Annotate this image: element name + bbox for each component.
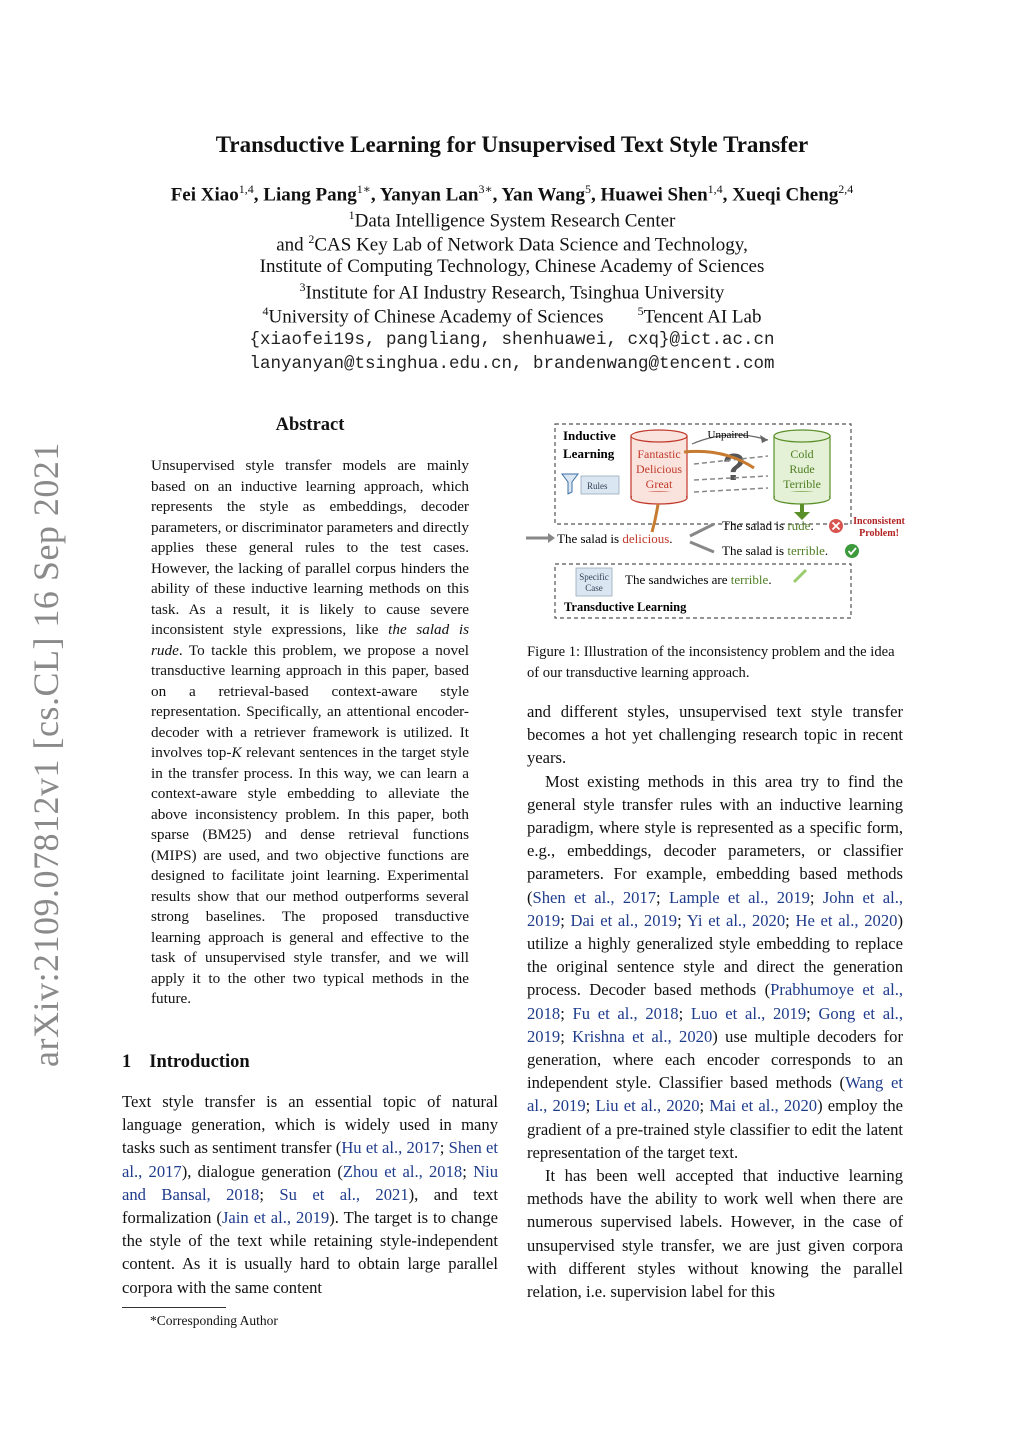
specific-label: Specific <box>579 572 609 582</box>
intro-text: ; <box>439 1138 449 1158</box>
author-sup: 1∗ <box>356 182 371 196</box>
abstract-text: relevant sentences in the target style in the transfer process. In this way, we can learn a context-aware style embedding to alleviate the above inconsistency problem. In this paper, both sparse (BM25) and dense retrieval functions (MIPS) are used, and two objective functions are designed to facilitate joint learning. Experimental results show that our method outperforms several strong baselines. The proposed transductive learning approach is general and effective to the task of unsupervised style transfer, and we will apply it to the other two typical methods in the future. <box>151 744 469 1007</box>
abstract-text: . To tackle this problem, we propose a novel transductive learning approach in this paper, based on a retrieval-based context-aware style representation. Specifically, an attentional encoder-decoder with a retriever framework is utilized. It involves top- <box>151 641 469 761</box>
inductive-label: Inductive <box>563 428 616 443</box>
citation-link[interactable]: Luo et al., 2019 <box>690 1003 807 1023</box>
negative-word: Cold <box>790 447 814 461</box>
aff-sup: 2 <box>308 232 315 246</box>
right-column <box>527 700 903 1303</box>
intro-text: ). The target is to change the style of the text while retaining style-independent content. As it is usually hard to obtain large parallel corpora with the same content <box>122 1208 498 1297</box>
section-heading <box>122 1052 250 1073</box>
author-sup: 1,4 <box>707 182 723 196</box>
aff-text: University of Chinese Academy of Sciences <box>268 306 604 328</box>
email-line: {xiaofei19s, pangliang, shenhuawei, cxq}@ict.ac.cn <box>249 330 775 350</box>
intro-text: ; <box>259 1184 280 1204</box>
paper-title: Transductive Learning for Unsupervised Text Style Transfer <box>215 132 809 157</box>
citation-link[interactable]: Shen et al., 2017 <box>122 1138 499 1181</box>
author-name: Huawei Shen <box>600 184 708 206</box>
output-sentence: The salad is terrible. <box>722 543 829 558</box>
positive-word: Fantastic <box>637 447 681 461</box>
affiliation-line <box>0 232 1024 256</box>
abstract-heading: Abstract <box>275 415 345 435</box>
section-number: 1 <box>122 1052 132 1072</box>
citation-link[interactable]: Gong et al., 2019 <box>527 1003 903 1046</box>
citation-link[interactable]: Yi et al., 2020 <box>686 910 786 930</box>
intro-text: ), and text formalization ( <box>122 1184 498 1228</box>
footnote: *Corresponding Author <box>150 1313 278 1328</box>
aff-sup: 5 <box>637 304 644 318</box>
citation-link[interactable]: Dai et al., 2019 <box>570 910 678 930</box>
output-sentence: The salad is rude. <box>722 518 814 533</box>
case-sentence: The sandwiches are terrible. <box>625 572 772 587</box>
paragraph: Most existing methods in this area try to find the general style transfer rules with an inductive learning paradigm, where style is represented as a specific form, e.g., embeddings, decoder parameters, or classifier parameters. For example, embedding based methods (Shen et al., 2017; Lample et al., 2019; John et al., 2019; Dai et al., 2019; Yi et al., 2020; He et al., 2020) utilize a highly generalized style embedding to replace the original sentence style and direct the generation process. Decoder based methods (Prabhumoye et al., 2018; Fu et al., 2018; Luo et al., 2019; Gong et al., 2019; Krishna et al., 2020) use multiple decoders for generation, where each encoder corresponds to an independent style. Classifier based methods (Wang et al., 2019; Liu et al., 2020; Mai et al., 2020) employ the gradient of a pre-trained style classifier to edit the latent representation of the target text. <box>527 771 904 1162</box>
intro-text: ), dialogue generation ( <box>181 1161 343 1181</box>
paragraph: and different styles, unsupervised text style transfer becomes a hot yet challenging research topic in recent years. <box>527 702 903 768</box>
abstract-emphasis: K <box>231 744 242 761</box>
intro-text: Text style transfer is an essential topic of natural language generation, which is widely used in many tasks such as sentiment transfer ( <box>122 1092 498 1158</box>
negative-word: Terrible <box>783 477 821 491</box>
citation-link[interactable]: Liu et al., 2020 <box>595 1096 700 1116</box>
affiliation-line <box>0 304 1024 328</box>
check-icon <box>845 544 859 558</box>
style-flow-arrow <box>652 504 658 532</box>
up-arrow-icon <box>794 570 806 582</box>
author-name: Liang Pang <box>263 184 357 206</box>
aff-text: Institute for AI Industry Research, Tsinghua University <box>305 282 725 304</box>
arxiv-stamp: arXiv:2109.07812v1 [cs.CL] 16 Sep 2021 <box>26 442 66 1068</box>
affiliation-line <box>0 256 1024 278</box>
abstract-emphasis: the salad is rude <box>151 621 469 659</box>
positive-word: Great <box>645 477 673 491</box>
author-list: Fei Xiao$^{1,4}$, Liang Pang$^{1∗}$, Yanyan Lan$^{3∗}$, Yan Wang$^5$, Huawei Shen$^{1,4}$, Xueqi Cheng$^{2,4}$ <box>170 182 854 206</box>
section-title: Introduction <box>149 1052 250 1072</box>
citation-link[interactable]: He et al., 2020 <box>795 910 898 930</box>
abstract-text: Unsupervised style transfer models are mainly based on an inductive learning approach, which represents the style as embeddings, decoder parameters, or discriminator parameters and directly applies these general rules to the test cases. However, the lacking of parallel corpus hinders the ability of these inductive learning methods on this task. As a result, it is likely to cause severe inconsistent style expressions, like <box>151 457 469 638</box>
specific-label: Case <box>585 583 603 593</box>
rules-icon <box>562 474 619 494</box>
citation-link[interactable]: Hu et al., 2017 <box>341 1138 440 1158</box>
aff-text: Data Intelligence System Research Center <box>354 210 676 232</box>
intro-paragraph <box>122 1090 498 1299</box>
aff-text: and <box>276 234 309 256</box>
affiliation-line <box>0 280 1024 304</box>
citation-link[interactable]: Krishna et al., 2020 <box>572 1026 713 1046</box>
input-arrow-icon <box>548 533 555 543</box>
author-sup: 5 <box>585 182 591 196</box>
footnote-rule <box>122 1307 226 1308</box>
unpaired-label: Unpaired <box>707 429 749 441</box>
citation-link[interactable]: Mai et al., 2020 <box>709 1096 818 1116</box>
paragraph: It has been well accepted that inductive learning methods have the ability to work well when there are numerous supervised labels. However, in the case of unsupervised style transfer, we are just given corpora with different styles without knowing the parallel relation, i.e. supervision label for this <box>527 1166 903 1302</box>
negative-word: Rude <box>789 462 815 476</box>
aff-sup: 3 <box>299 280 306 294</box>
citation-link[interactable]: Wang et al., 2019 <box>527 1073 903 1116</box>
aff-text: Tencent AI Lab <box>643 306 762 328</box>
cross-icon <box>829 519 843 533</box>
author-name: Fei Xiao <box>170 184 239 206</box>
aff-sup: 4 <box>262 304 269 318</box>
citation-link[interactable]: Fu et al., 2018 <box>572 1003 679 1023</box>
email-line: lanyanyan@tsinghua.edu.cn, brandenwang@tencent.com <box>249 354 775 374</box>
author-name: Xueqi Cheng <box>732 184 839 206</box>
citation-link[interactable]: Niu and Bansal, 2018 <box>122 1161 498 1204</box>
figure-1 <box>524 418 910 628</box>
input-sentence: The salad is delicious. <box>557 531 673 546</box>
author-name: Yanyan Lan <box>379 184 479 206</box>
citation-link[interactable]: Lample et al., 2019 <box>668 887 810 907</box>
rules-label: Rules <box>587 481 608 491</box>
figure-caption: Figure 1: Illustration of the inconsistency problem and the idea of our transductive learning approach. <box>527 644 895 681</box>
inconsistent-label: Inconsistent <box>853 516 905 527</box>
question-mark-icon: ? <box>722 447 746 489</box>
citation-link[interactable]: Jain et al., 2019 <box>221 1208 330 1228</box>
intro-text: ; <box>462 1161 474 1181</box>
inductive-label: Learning <box>563 446 615 461</box>
author-sup: 3∗ <box>478 182 493 196</box>
citation-link[interactable]: Shen et al., 2017 <box>532 887 657 907</box>
author-name: Yan Wang <box>501 184 585 206</box>
transductive-label: Transductive Learning <box>564 600 687 614</box>
positive-word: Delicious <box>636 462 682 476</box>
aff-sup: 1 <box>348 208 355 222</box>
author-sup: 2,4 <box>838 182 854 196</box>
affiliation-line <box>0 208 1024 232</box>
aff-text: CAS Key Lab of Network Data Science and Technology, <box>314 234 748 256</box>
citation-link[interactable]: Su et al., 2021 <box>279 1184 409 1204</box>
citation-link[interactable]: Zhou et al., 2018 <box>342 1161 463 1181</box>
citation-link[interactable]: Prabhumoye et al., 2018 <box>527 980 904 1023</box>
inconsistent-label: Problem! <box>859 528 899 539</box>
abstract-body <box>151 456 469 1010</box>
author-sup: 1,4 <box>238 182 254 196</box>
aff-text: Institute of Computing Technology, Chinese Academy of Sciences <box>259 256 765 277</box>
citation-link[interactable]: John et al., 2019 <box>527 887 903 930</box>
